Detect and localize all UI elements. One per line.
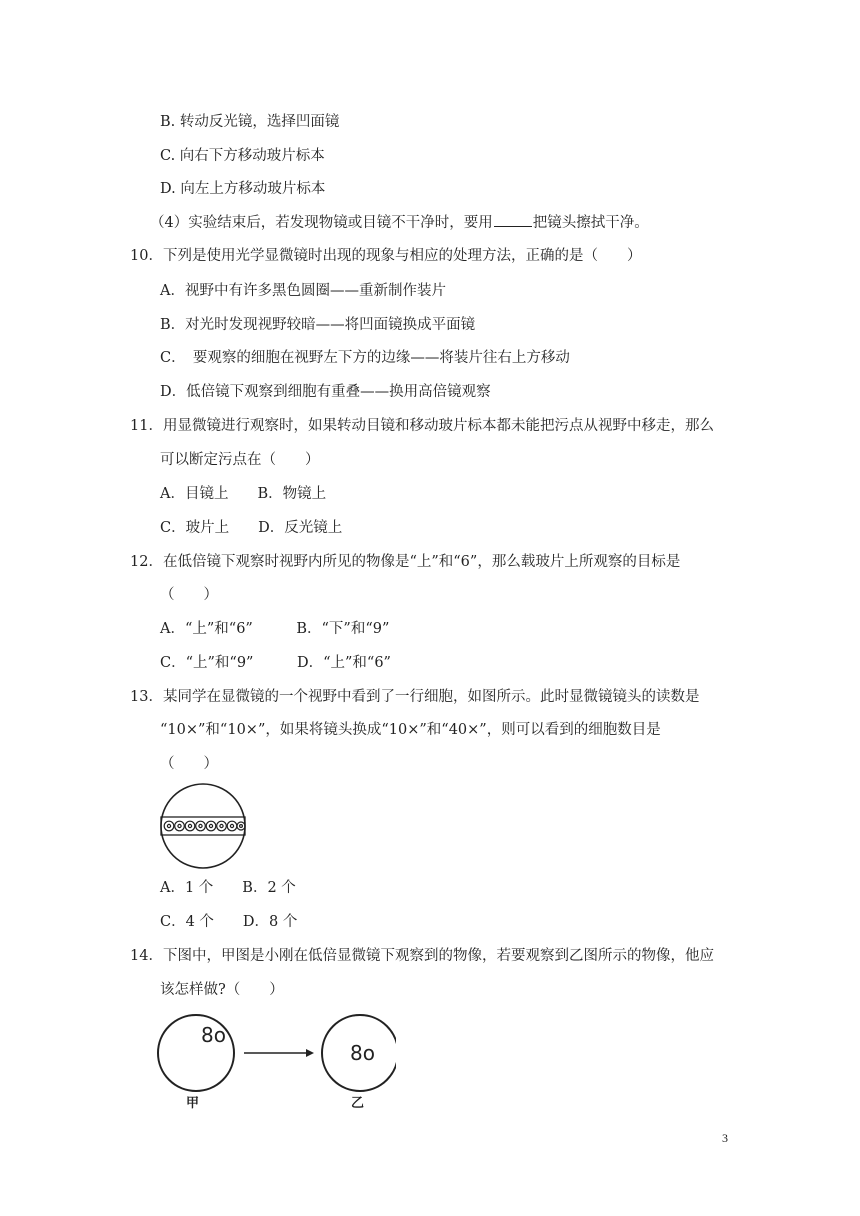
q13-stem-line-1: 13．某同学在显微镜的一个视野中看到了一行细胞，如图所示。此时显微镜镜头的读数是 <box>130 689 700 705</box>
q10-option-d: D．低倍镜下观察到细胞有重叠——换用高倍镜观察 <box>160 384 491 400</box>
q13-stem-line-2: “10×”和“10×”，如果将镜头换成“10×”和“40×”，则可以看到的细胞数目是 <box>160 722 661 738</box>
q11-options-row-2: C．玻片上 D．反光镜上 <box>160 520 343 536</box>
figure-jia-label: 甲 <box>186 1096 200 1111</box>
q9-option-d: D. 向左上方移动玻片标本 <box>160 181 326 197</box>
q9-option-b: B. 转动反光镜，选择凹面镜 <box>160 114 340 130</box>
q12-stem-line-1: 12．在低倍镜下观察时视野内所见的物像是“上”和“6”，那么载玻片上所观察的目标是 <box>130 554 681 570</box>
figure-yi-label: 乙 <box>351 1096 365 1111</box>
q10-option-b: B．对光时发现视野较暗——将凹面镜换成平面镜 <box>160 317 476 333</box>
q10-stem: 10．下列是使用光学显微镜时出现的现象与相应的处理方法，正确的是（ ） <box>130 248 642 264</box>
q9-sub4-suffix: 把镜头擦拭干净。 <box>532 215 649 231</box>
q9-subquestion-4 <box>150 212 649 233</box>
q14-stem-line-2: 该怎样做?（ ） <box>160 982 284 998</box>
q13-options-row-1: A．1 个 B．2 个 <box>160 880 296 896</box>
q10-option-a: A．视野中有许多黑色圆圈——重新制作装片 <box>160 283 446 299</box>
q13-cell-row-figure <box>158 782 250 872</box>
q11-options-row-1: A．目镜上 B．物镜上 <box>160 486 327 502</box>
q14-stem-line-1: 14．下图中，甲图是小刚在低倍显微镜下观察到的物像，若要观察到乙图所示的物像，他应 <box>130 948 714 964</box>
q12-options-row-2: C．“上”和“9” D．“上”和“6” <box>160 655 391 671</box>
answer-blank <box>494 212 532 227</box>
figure-jia-cells: 8o <box>201 1023 226 1047</box>
q9-sub4-prefix: （4）实验结束后，若发现物镜或目镜不干净时，要用 <box>150 215 493 231</box>
q11-stem-line-2: 可以断定污点在（ ） <box>160 452 320 468</box>
arrow-head <box>306 1049 314 1057</box>
page-number: 3 <box>722 1131 728 1145</box>
q10-option-c: C． 要观察的细胞在视野左下方的边缘——将装片往右上方移动 <box>160 350 570 366</box>
figure-yi-cells: 8o <box>350 1041 375 1065</box>
q13-options-row-2: C．4 个 D．8 个 <box>160 914 298 930</box>
q9-option-c: C. 向右下方移动玻片标本 <box>160 148 325 164</box>
q12-stem-line-2: （ ） <box>160 587 218 603</box>
q12-options-row-1: A．“上”和“6” B．“下”和“9” <box>160 621 390 637</box>
q13-stem-line-3: （ ） <box>160 756 218 772</box>
q11-stem-line-1: 11．用显微镜进行观察时，如果转动目镜和移动玻片标本都未能把污点从视野中移走，那么 <box>130 418 714 434</box>
